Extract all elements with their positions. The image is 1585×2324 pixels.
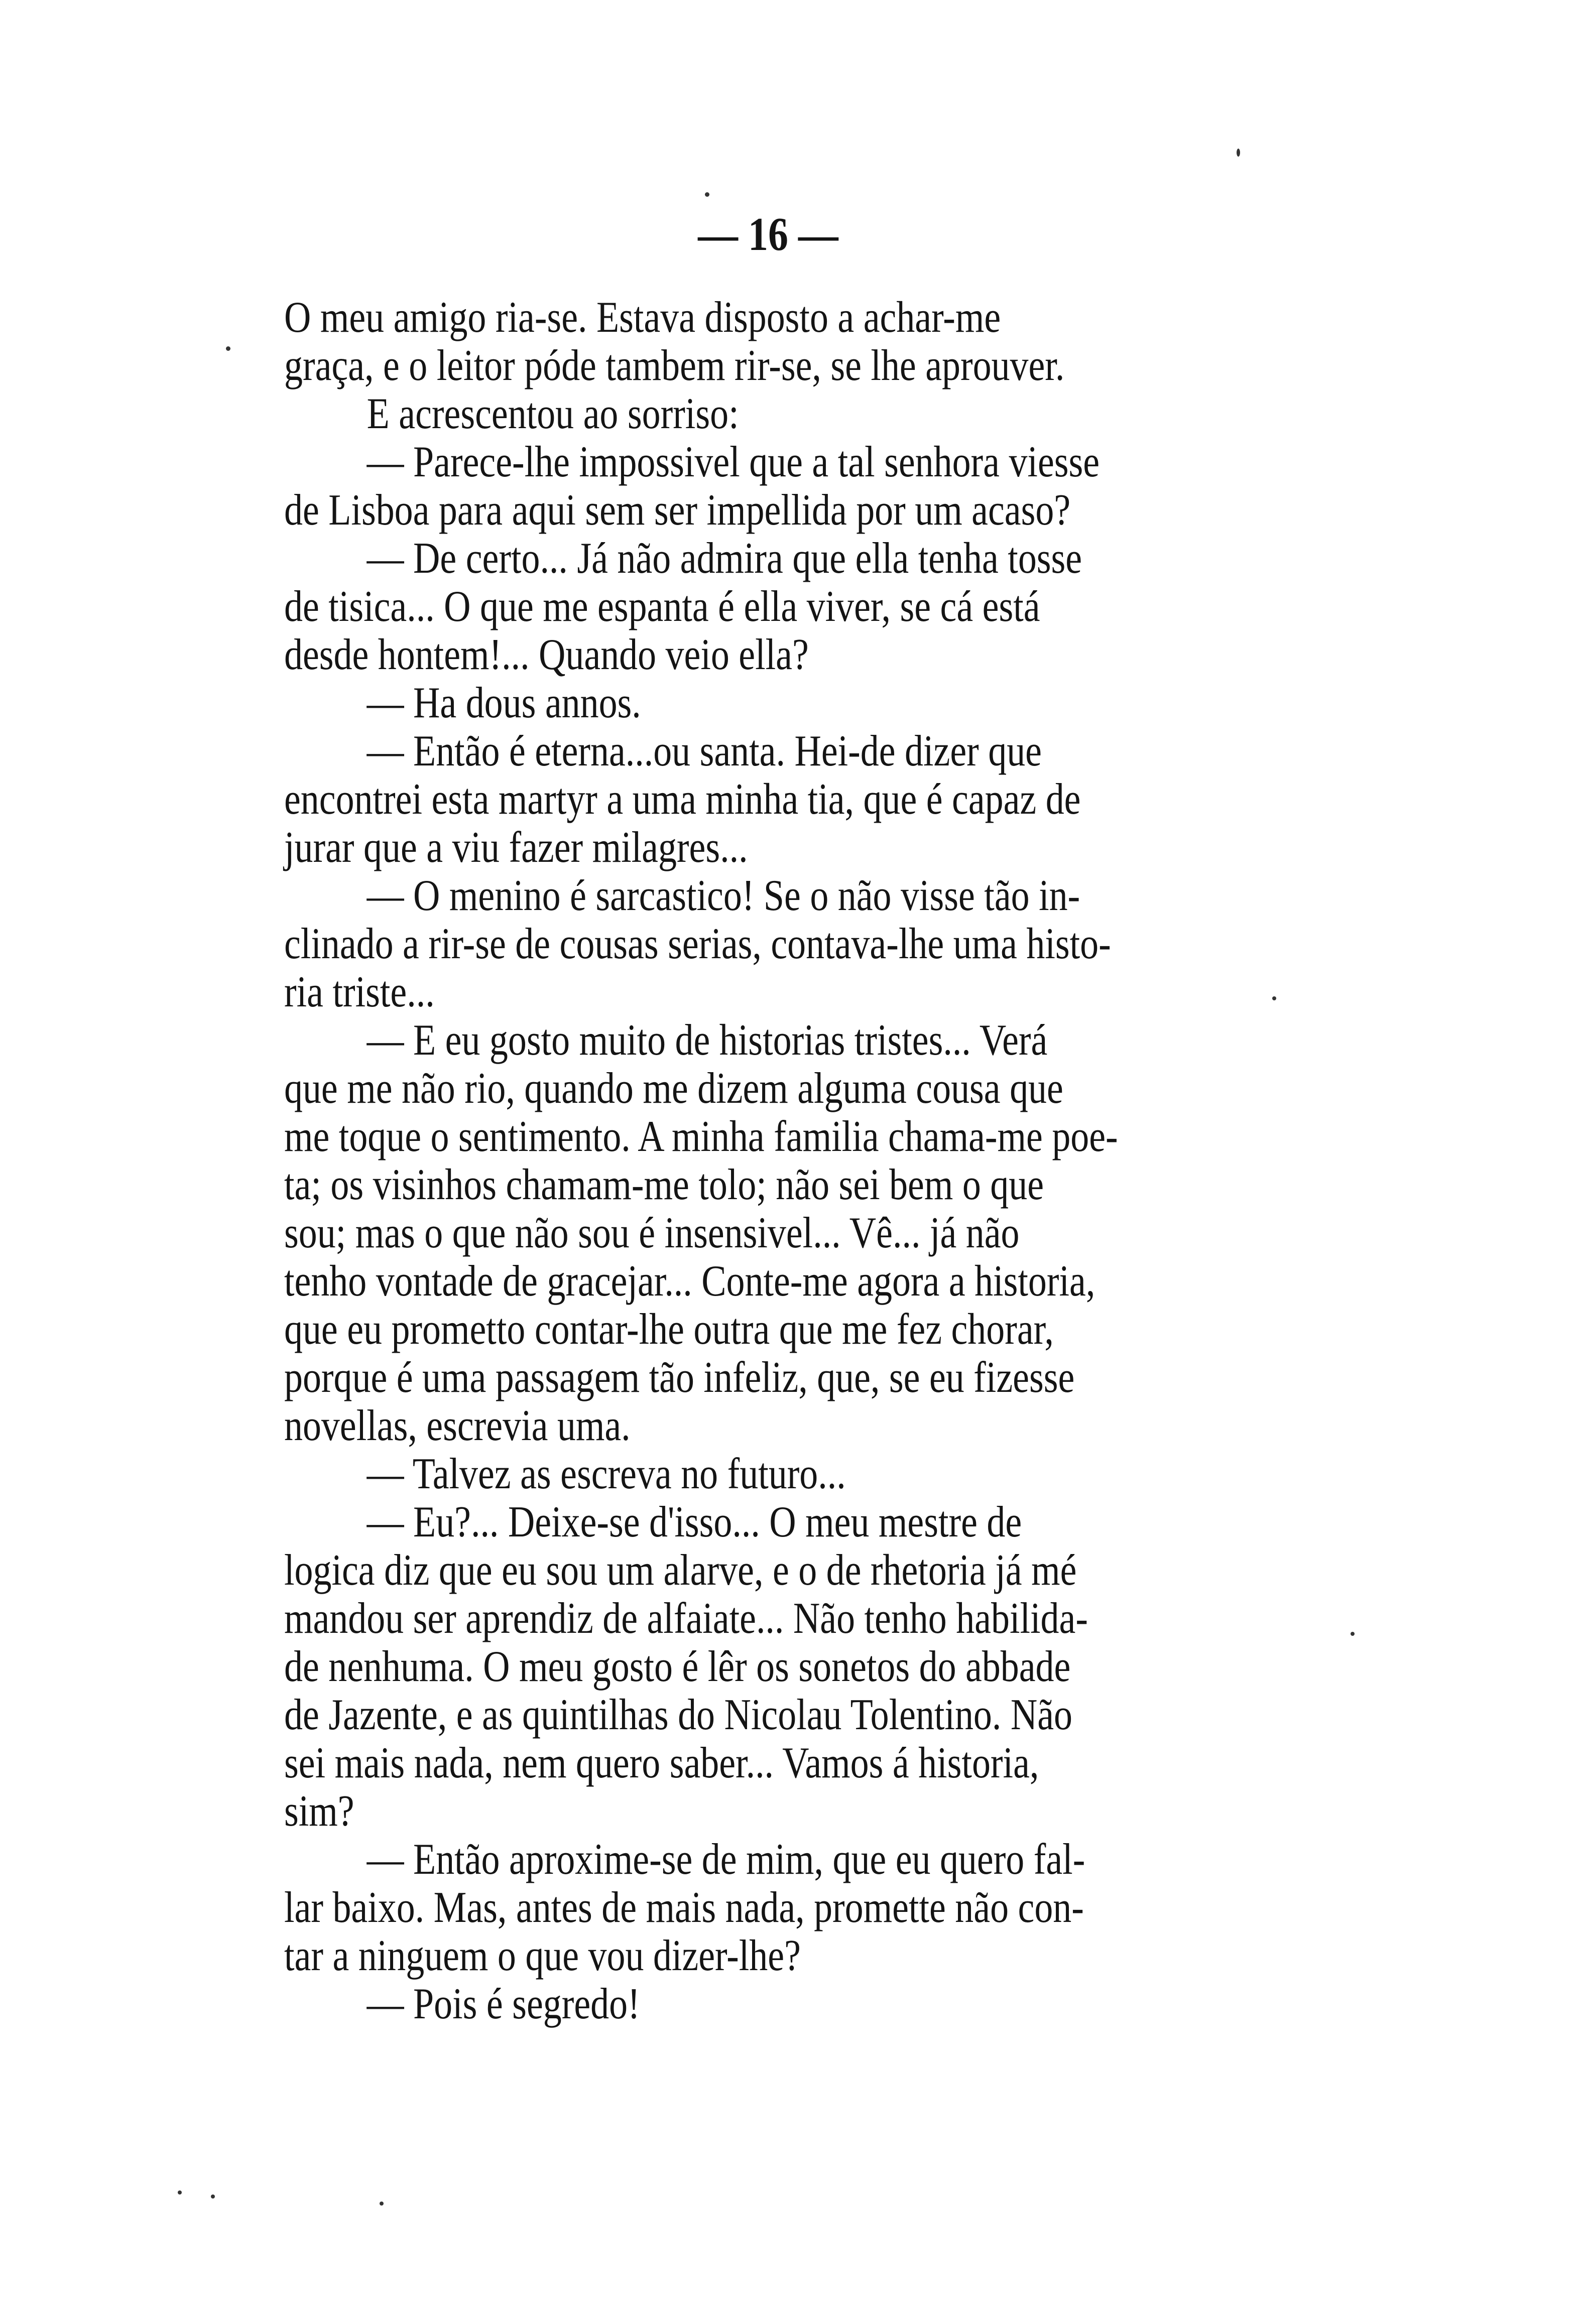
text-line: tar a ninguem o que vou dizer-lhe? (284, 1931, 801, 1980)
text-line: de Jazente, e as quintilhas do Nicolau Tolentino. Não (284, 1691, 1073, 1739)
text-line: de Lisboa para aqui sem ser impellida por um acaso? (284, 486, 1071, 535)
text-line: ria triste... (284, 968, 435, 1016)
scan-speck (178, 2190, 182, 2194)
text-line: de tisica... O que me espanta é ella viver, se cá está (284, 582, 1040, 631)
text-line: novellas, escrevia uma. (284, 1401, 631, 1450)
scan-speck (705, 192, 709, 197)
text-line: ta; os visinhos chamam-me tolo; não sei bem o que (284, 1160, 1044, 1209)
scan-speck (1237, 149, 1240, 157)
text-line: — Pois é segredo! (367, 1980, 640, 2028)
text-line: que me não rio, quando me dizem alguma cousa que (284, 1064, 1063, 1113)
text-line: mandou ser aprendiz de alfaiate... Não tenho habilida- (284, 1594, 1088, 1643)
scan-speck (1351, 1632, 1355, 1636)
text-line: que eu prometto contar-lhe outra que me fez chorar, (284, 1305, 1054, 1354)
text-line: encontrei esta martyr a uma minha tia, que é capaz de (284, 775, 1081, 824)
text-line: — Talvez as escreva no futuro... (367, 1450, 846, 1498)
text-line: clinado a rir-se de cousas serias, contava-lhe uma histo- (284, 920, 1111, 968)
text-line: tenho vontade de gracejar... Conte-me agora a historia, (284, 1257, 1095, 1306)
text-line: lar baixo. Mas, antes de mais nada, promette não con- (284, 1883, 1084, 1932)
text-line: — Eu?... Deixe-se d'isso... O meu mestre de (367, 1498, 1022, 1546)
scan-speck (226, 346, 230, 351)
text-line: de nenhuma. O meu gosto é lêr os sonetos do abbade (284, 1642, 1071, 1691)
text-line: — De certo... Já não admira que ella tenha tosse (367, 534, 1082, 583)
text-line: E acrescentou ao sorriso: (367, 390, 739, 438)
text-line: sou; mas o que não sou é insensivel... Vê... já não (284, 1209, 1020, 1257)
text-line: O meu amigo ria-se. Estava disposto a achar-me (284, 293, 1001, 342)
text-line: — Então é eterna...ou santa. Hei-de dizer que (367, 727, 1042, 776)
text-line: me toque o sentimento. A minha familia chama-me poe- (284, 1112, 1118, 1161)
body-text (284, 294, 1283, 2028)
text-line: graça, e o leitor póde tambem rir-se, se lhe aprouver. (284, 341, 1065, 390)
scan-speck (380, 2202, 384, 2206)
text-line: logica diz que eu sou um alarve, e o de rhetoria já mé (284, 1546, 1077, 1595)
scan-speck (1272, 996, 1276, 1000)
text-line: — Ha dous annos. (367, 679, 641, 727)
text-line: — E eu gosto muito de historias tristes... Verá (367, 1016, 1048, 1065)
text-line: — Parece-lhe impossivel que a tal senhora viesse (367, 438, 1100, 486)
text-line: sei mais nada, nem quero saber... Vamos á historia, (284, 1739, 1039, 1787)
text-line: — Então aproxime-se de mim, que eu quero fal- (367, 1835, 1085, 1884)
text-line: porque é uma passagem tão infeliz, que, se eu fizesse (284, 1353, 1075, 1402)
page-number: — 16 — (698, 208, 838, 261)
text-line: jurar que a viu fazer milagres... (284, 823, 748, 872)
text-line: sim? (284, 1787, 354, 1836)
text-line: desde hontem!... Quando veio ella? (284, 630, 809, 679)
text-line: — O menino é sarcastico! Se o não visse tão in- (367, 871, 1080, 920)
scan-speck (211, 2194, 215, 2199)
